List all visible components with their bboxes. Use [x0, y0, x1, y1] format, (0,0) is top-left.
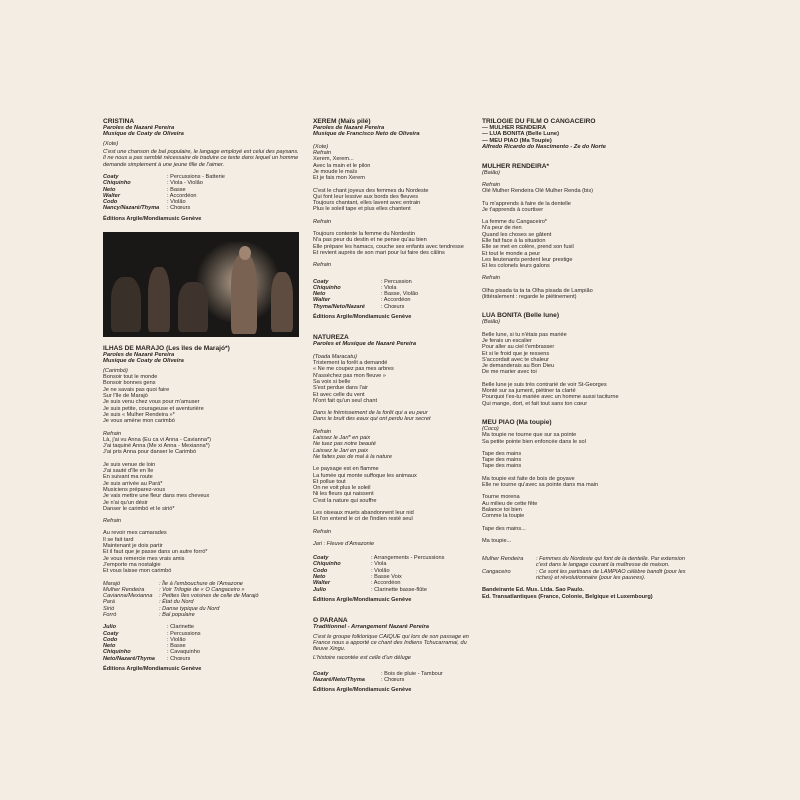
- lyric-line: S'accordait avec te chaleur: [482, 356, 549, 363]
- lyric-line: Laissez le Jari en paix: [313, 447, 369, 454]
- column-2: [313, 118, 483, 694]
- cast-list: [103, 624, 299, 662]
- cast-name: Chiquinho: [313, 284, 341, 291]
- song-title-xerem: XEREM (Maïs pilé): [313, 118, 371, 125]
- lyric-line: Je moude le maïs: [313, 169, 358, 175]
- credit-lyrics: Paroles de Nazaré Pereira: [103, 125, 175, 131]
- gloss-def: : Île à l'embouchure de l'Amazone: [159, 580, 243, 587]
- style-label: (Xote): [313, 143, 329, 150]
- lyric-line: Xerem, Xerem...: [313, 156, 354, 163]
- lyric-line: Sa petite pointe bien enfoncée dans le sol: [482, 438, 586, 445]
- lyric-line: Avec la main et le pilon: [313, 162, 371, 169]
- lyric-line: Je vous remercie mes vrais amis: [103, 555, 185, 562]
- lyric-line: Ma toupie...: [482, 537, 512, 544]
- lyric-line: Je suis petite, courageuse et aventurière: [103, 405, 204, 412]
- lyric-line: Balance toi bien: [482, 506, 522, 513]
- style-label: (Toada Maracatu): [313, 353, 357, 360]
- song-title-meu-piao: MEU PIAO (Ma toupie): [482, 418, 552, 426]
- lyric-line: Quand les choses se gâtent: [482, 231, 552, 238]
- song-title-parana: O PARANA: [313, 617, 348, 625]
- lyric-line: Les oiseaux muets abandonnent leur nid: [313, 509, 414, 516]
- cast-name: Chiquinho: [313, 561, 341, 568]
- refrain-label: Refrain: [313, 428, 332, 435]
- gloss-term: Sirió: [103, 605, 115, 612]
- refrain-label: Refrain: [482, 275, 501, 282]
- lyric-line: Je n'ai qu'un désir: [103, 499, 148, 506]
- cast-role: : Percussions: [167, 630, 201, 637]
- lyric-line: Belle lune je suis très contrarié de voir St-Georges: [482, 381, 607, 388]
- lyric-line: Je suis « Mulher Rendeira »*: [103, 411, 175, 418]
- lyric-line: Je vais mettre une fleur dans mes cheveux: [103, 493, 210, 500]
- lyric-line: Tape des mains: [482, 463, 522, 470]
- credit-lyrics: Paroles de Nazaré Pereira: [313, 125, 385, 131]
- lyric-line: N'a pas peur du destin et ne pense qu'au bien: [313, 237, 427, 244]
- lyric-line: Qui mange, dort, et fait tout sans ton cœur: [482, 400, 588, 407]
- publisher: Éditions Argile/Mondiamusic Genève: [313, 596, 412, 603]
- lyric-line: Et je fais mon Xerem: [313, 175, 365, 182]
- lyric-line: Les lieutenants perdent leur prestige: [482, 256, 573, 263]
- cast-role: : Basse: [167, 643, 186, 650]
- lyric-line: Et revient auprès de son mari pour lui faire des câlins: [313, 249, 445, 256]
- lyric-line: Je suis venue de loin: [103, 461, 156, 468]
- lyric-line: Bonsoir tout le monde: [103, 374, 158, 381]
- gloss-term: Mulher Rendeira: [103, 586, 145, 593]
- lyric-line: Pourquoi t'es-tu mariée avec un homme aussi taciturne: [482, 394, 619, 401]
- cast-name: Thyma/Neto/Nazaré: [313, 303, 365, 310]
- cast-role: : Violão: [167, 199, 186, 206]
- cast-role: : Viola: [371, 561, 387, 568]
- gloss-term: Cavianna/Mexianna: [103, 593, 153, 600]
- cast-role: : Viola: [381, 284, 397, 291]
- column-3: [482, 118, 694, 600]
- cast-role: : Percussions - Batterie: [167, 174, 225, 180]
- lyric-line: S'est perdue dans l'air: [313, 385, 368, 392]
- lyric-line: Je suis venu chez vous pour m'amuser: [103, 399, 200, 406]
- song-title-lua-bonita: LUA BONITA (Belle lune): [482, 312, 560, 320]
- song-meu-piao: [482, 419, 694, 544]
- refrain-label: Refrain: [103, 518, 122, 525]
- lyric-line: La femme du Cangaceiro*: [482, 219, 547, 226]
- glossary: [482, 556, 694, 581]
- refrain-label: Refrain: [482, 181, 501, 188]
- publisher: Éditions Argile/Mondiamusic Genève: [103, 215, 202, 222]
- lyric-line: Et tout le monde a peur: [482, 250, 541, 257]
- lyric-line: C'est le chant joyeux des femmes du Nordeste: [313, 187, 429, 194]
- lyric-line: Au milieu de cette fête: [482, 500, 538, 507]
- cast-role: : Chœurs: [381, 677, 405, 684]
- lyric-line: Je t'apprends à courtiser: [482, 206, 544, 213]
- lyric-line: Et il faut que je passe dans un autre forró*: [103, 549, 208, 556]
- credit-music: Musique de Coaty de Oliveira: [103, 358, 184, 365]
- cast-role: : Viola - Violão: [167, 180, 203, 187]
- cast-name: Coaty: [313, 555, 329, 562]
- cast-name: Walter: [313, 297, 330, 304]
- gloss-def: : Petites îles voisines de celle de Marajó: [159, 593, 259, 600]
- cast-name: Walter: [103, 192, 120, 199]
- lyric-line: « Ne me coupez pas mes arbres: [313, 366, 394, 373]
- cast-list: [313, 555, 483, 593]
- refrain-label: Refrain: [313, 218, 332, 225]
- cast-name: Julio: [103, 624, 117, 631]
- gloss-def: : Voir Trilogie de « O Cangaceiro »: [159, 586, 245, 593]
- lyric-line: Olé Mulher Rendeira Olé Mulher Renda (bis): [482, 188, 593, 195]
- lyric-line: Olha pisada ta ta ta Olha pisada de Lampião: [482, 287, 593, 294]
- cast-name: Coaty: [313, 670, 329, 677]
- cast-role: : Arrangements - Percussions: [371, 555, 445, 562]
- gloss-def: : Ce sont les partisans de LAMPIAO célèbre bandit (pour les riches) et révolutionnaire (pour les pauvres).: [536, 568, 686, 581]
- lyric-line: N'ont fait qu'un seul chant: [313, 397, 378, 404]
- lyric-line: On ne voit plus le soleil: [313, 485, 371, 492]
- lyric-line: Monté sur sa jument, piétiner ta clarté: [482, 388, 576, 395]
- lyric-line: Ne tuez pas notre beauté: [313, 441, 376, 448]
- song-title-cristina: CRISTINA: [103, 118, 135, 125]
- cast-role: : Basse: [167, 186, 186, 193]
- lyric-line: Au revoir mes camarades: [103, 530, 167, 537]
- song-note: C'est une chanson de bal populaire, le langage employé est celui des paysans. Il ne nous a pas semblé nécessaire de traduire ce texte dans lequel un homme demande simplement à une jeune fille de l'aimer.: [103, 149, 299, 168]
- lyric-line: Ne faites pas de mal à la nature: [313, 453, 392, 460]
- refrain-label: Refrain: [313, 528, 332, 535]
- lyric-line: Je demanderais au Bon Dieu: [482, 363, 555, 370]
- lyric-line: N'a peur de rien: [482, 225, 522, 232]
- lyric-line: Elle se met en colère, prend son fusil: [482, 244, 574, 251]
- lyric-line: De me marier avec toi: [482, 369, 537, 376]
- lyric-line: Dans le bruit des eaux qui ont perdu leur secret: [313, 416, 431, 423]
- lyric-line: Qui font leur lessive aux bords des fleuves: [313, 193, 419, 200]
- credit-music: Musique de Coaty de Oliveira: [103, 131, 184, 138]
- cast-role: : Clarinette: [167, 624, 195, 631]
- song-title-marajo: ILHAS DE MARAJO (Les îles de Marajó*): [103, 345, 230, 353]
- cast-name: Codo: [103, 199, 118, 206]
- lyric-line: Là, j'ai vu Anna (Eu ca vi Anna - Cavianna*): [103, 436, 212, 443]
- gloss-term: Mulher Rendeira: [482, 556, 524, 563]
- style-label: (Baião): [482, 169, 501, 176]
- lyric-line: Je suis arrivée au Pará*: [103, 480, 163, 487]
- lyric-line: Ma toupie ne tourne que sur sa pointe: [482, 432, 577, 439]
- lyric-line: Je ne savais pas quoi faire: [103, 386, 170, 393]
- trilogy-title: TRILOGIE DU FILM O CANGACEIRO: [482, 118, 596, 125]
- lyric-line: Et les colonels leurs galons: [482, 263, 550, 270]
- publisher: Éditions Argile/Mondiamusic Genève: [313, 687, 412, 694]
- cast-name: Coaty: [313, 278, 329, 285]
- gloss-def: : Bal populaire: [159, 611, 195, 618]
- lyric-line: Et vous laisse mon carimbó: [103, 568, 172, 575]
- cast-role: : Cavaquinho: [167, 649, 200, 656]
- trilogy-credits: Alfredo Ricardo do Nascimento - Ze do Norte: [482, 144, 607, 151]
- lyric-line: Et avec celle du vent: [313, 391, 365, 398]
- cast-role: : Chœurs: [167, 655, 191, 662]
- lyric-line: Bonsoir bonnes gens: [103, 380, 156, 387]
- lyric-line: Tape des mains: [482, 457, 522, 464]
- credit-music: Musique de Francisco Neto de Oliveira: [313, 131, 420, 138]
- style-label: (Baião): [482, 319, 501, 326]
- lyric-line: J'emporte ma nostalgie: [103, 561, 161, 568]
- lyric-line: Maintenant je dois partir: [103, 543, 163, 550]
- credit-lyrics-music: Paroles et Musique de Nazaré Pereira: [313, 341, 417, 348]
- trilogy-item: — MULHER RENDEIRA: [482, 125, 547, 131]
- cast-name: Neto: [103, 643, 116, 650]
- lyric-line: Sur l'île de Marajó: [103, 393, 148, 400]
- cast-name: Coaty: [103, 174, 119, 180]
- lyric-line: Je ferais un escalier: [482, 337, 532, 344]
- lyric-line: Ma toupie est faite de bois de goyave: [482, 475, 575, 482]
- cast-role: : Accordéon: [167, 192, 197, 199]
- trilogy-item: — LUA BONITA (Belle Lune): [482, 131, 560, 138]
- lyric-line: Tu m'apprends à faire de la dentelle: [482, 200, 571, 207]
- cast-name: Walter: [313, 580, 330, 587]
- lyric-line: En suivant ma route: [103, 474, 153, 481]
- cast-list: [103, 174, 299, 212]
- style-label: (Coco): [482, 425, 499, 432]
- lyric-line: Elle fait face à la situation: [482, 238, 546, 244]
- cast-list: [313, 279, 483, 310]
- publisher: Éditions Argile/Mondiamusic Genève: [313, 314, 412, 321]
- cast-role: : Basse Voix: [371, 574, 402, 581]
- lyric-line: C'est la nature qui souffre: [313, 497, 377, 504]
- cast-role: : Chœurs: [381, 303, 405, 310]
- gloss-term: Cangaceiro: [482, 568, 511, 575]
- cast-name: Coaty: [103, 630, 119, 637]
- cast-name: Neto: [103, 186, 116, 193]
- style-label: (Xote): [103, 140, 119, 147]
- cast-role: : Bois de pluie - Tambour: [381, 670, 443, 677]
- lyric-line: Ni les fleurs qui naissent: [313, 491, 374, 498]
- song-title-natureza: NATUREZA: [313, 334, 349, 342]
- lyric-line: Toujours chantant, elles lavent avec entrain: [313, 200, 421, 207]
- lyric-line: Pour aller au ciel t'embrasser: [482, 344, 555, 351]
- cast-name: Chiquinho: [103, 180, 131, 187]
- gloss-term: Marajó: [103, 580, 121, 587]
- lyric-line: Et l'on entend le cri de l'indien resté seul: [313, 516, 413, 523]
- lyric-line: J'ai taquiné Anna (Me xi Anna - Mexianna*): [103, 443, 210, 450]
- song-note: C'est le groupe folklorique CAIQUE qui lors de son passage en France nous a apporté ce chant des Indiens Tchucarramai, du fleuve Xingu.: [313, 633, 469, 653]
- song-rendeira: [482, 163, 694, 301]
- concert-photo: [103, 232, 299, 337]
- cast-list: [313, 671, 483, 684]
- credit-lyrics: Paroles de Nazaré Pereira: [103, 352, 175, 359]
- cast-name: Neto: [313, 291, 326, 298]
- song-parana: [313, 617, 483, 693]
- lyric-line: Et si le froid que je ressens: [482, 350, 550, 357]
- cast-role: : Accordéon: [381, 297, 411, 304]
- lyric-line: Tristement la forêt a demandé: [313, 360, 388, 367]
- lyric-line: J'ai pris Anna pour danser le Carimbó: [103, 449, 197, 456]
- cast-role: : Clarinette basse-flûte: [371, 586, 427, 593]
- gloss-term: Pará: [103, 599, 115, 606]
- cast-role: : Basse, Violão: [381, 291, 419, 298]
- publisher: Bandeirante Ed. Mus. Ltda. Sao Paulo.: [482, 587, 584, 594]
- style-label: (Carimbó): [103, 367, 128, 374]
- lyric-line: Plus le soleil tape et plus elles chantent: [313, 206, 411, 213]
- lyric-line: Comme la toupie: [482, 513, 525, 520]
- lyric-line: Dans le frémissement de la forêt qui a eu peur: [313, 410, 428, 417]
- song-lua-bonita: [482, 312, 694, 407]
- song-title-rendeira: MULHER RENDEIRA*: [482, 162, 550, 170]
- cast-role: : Violão: [167, 636, 186, 643]
- refrain-label: Refrain: [313, 262, 332, 269]
- refrain-label: Refrain: [313, 150, 332, 157]
- publisher: Éditions Argile/Mondiamusic Genève: [103, 666, 202, 673]
- footnote: Jari : Fleuve d'Amazonie: [313, 540, 375, 547]
- lyric-line: Le paysage est en flamme: [313, 466, 379, 473]
- gloss-def: : Femmes du Nordeste qui font de la dentelle. Par extension c'est dans le langage courant la maîtresse de maison.: [536, 556, 685, 569]
- lyric-line: Belle lune, si tu n'étais pas mariée: [482, 331, 567, 338]
- refrain-label: Refrain: [103, 430, 122, 437]
- song-natureza: [313, 334, 483, 603]
- cast-name: Chiquinho: [103, 649, 131, 656]
- cast-name: Neto/Nazaré/Thyma: [103, 655, 155, 662]
- column-1: [103, 118, 299, 672]
- lyric-line: N'asséchez pas mon fleuve »: [313, 372, 386, 379]
- cast-role: : Chœurs: [167, 205, 191, 212]
- lyric-line: Musiciens préparez-vous: [103, 486, 166, 493]
- lyric-line: Laissez le Jari* en paix: [313, 435, 371, 442]
- lyric-line: Et pollue tout: [313, 478, 346, 485]
- gloss-term: Forró: [103, 611, 117, 618]
- lyric-line: La fumée qui monte suffoque les animaux: [313, 472, 417, 479]
- lyric-line: Tourne morena: [482, 494, 520, 501]
- cast-role: : Percussion: [381, 278, 412, 285]
- cast-name: Codo: [103, 636, 118, 643]
- lyric-line: Elle prépare les hamacs, couche ses enfants avec tendresse: [313, 243, 464, 250]
- lyric-line: Tape des mains...: [482, 525, 526, 532]
- publisher: Ed. Transatlantiques (France, Colonie, Belgique et Luxembourg): [482, 593, 653, 600]
- glossary: [103, 581, 299, 619]
- lyric-line: (littéralement : regarde le piétinement): [482, 294, 577, 301]
- cast-name: Codo: [313, 567, 328, 574]
- lyric-line: Il se fait tard: [103, 536, 134, 543]
- lyric-line: Tape des mains: [482, 450, 522, 457]
- song-marajo: [103, 345, 299, 672]
- credit-arrangement: Traditionnel - Arrangement Nazaré Pereira: [313, 624, 429, 631]
- cast-name: Nazaré/Neto/Thyma: [313, 677, 365, 684]
- lyric-line: Toujours contente la femme du Nordestin: [313, 231, 415, 238]
- lyric-line: Elle ne tourne qu'avec sa pointe dans ma main: [482, 482, 599, 489]
- cast-name: Julio: [313, 586, 327, 593]
- cast-name: Neto: [313, 574, 326, 581]
- gloss-def: : Danse typique du Nord: [159, 605, 220, 612]
- lyric-line: Je vous amène mon carimbó: [103, 418, 175, 425]
- lyric-line: Sa voix si belle: [313, 378, 351, 385]
- cast-role: : Accordéon: [371, 580, 401, 587]
- cast-role: : Violão: [371, 567, 390, 574]
- song-note: L'histoire racontée est celle d'un déluge: [313, 654, 411, 661]
- lyric-line: Danser le carimbó et le sirió*: [103, 505, 175, 512]
- trilogy-item: — MEU PIAO (Ma Toupie): [482, 137, 552, 144]
- gloss-def: : État du Nord: [159, 599, 194, 606]
- cast-name: Nancy/Nazaré/Thyma: [103, 205, 160, 212]
- lyric-line: J'ai sauté d'île en île: [103, 468, 154, 475]
